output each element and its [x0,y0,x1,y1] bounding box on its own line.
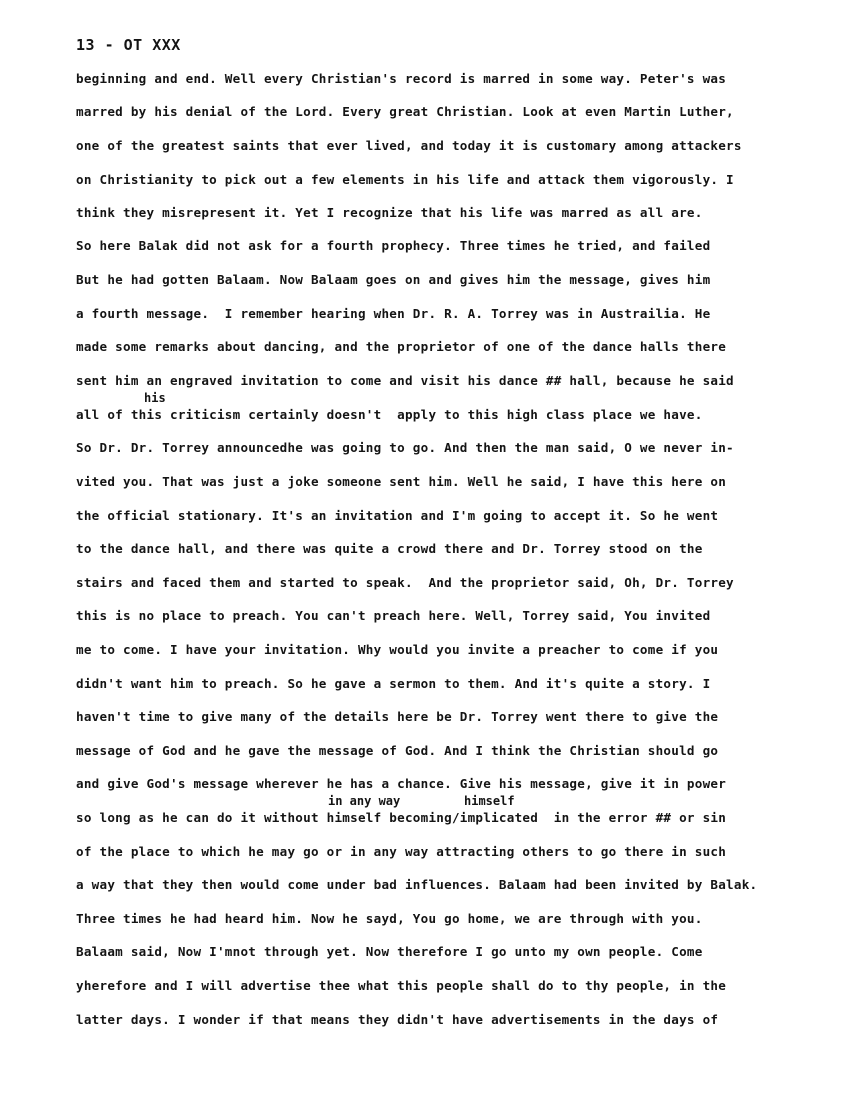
text-line: vited you. That was just a joke someone sent him. Well he said, I have this here on [76,474,727,489]
text-line: haven't time to give many of the details here be Dr. Torrey went there to give the [76,709,719,724]
text-line: Balaam said, Now I'mnot through yet. Now therefore I go unto my own people. Come [76,944,703,959]
text-line: this is no place to preach. You can't preach here. Well, Torrey said, You invited [76,608,711,623]
text-line: on Christianity to pick out a few elements in his life and attack them vigorously. I [76,172,734,187]
text-line: me to come. I have your invitation. Why would you invite a preacher to come if you [76,642,719,657]
text-line: So Dr. Dr. Torrey announcedhe was going to go. And then the man said, O we never in- [76,440,734,455]
text-line: didn't want him to preach. So he gave a sermon to them. And it's quite a story. I [76,676,711,691]
text-line: a fourth message. I remember hearing when Dr. R. A. Torrey was in Austrailia. He [76,306,711,321]
text-line: the official stationary. It's an invitation and I'm going to accept it. So he went [76,508,719,523]
text-line: Three times he had heard him. Now he sayd, You go home, we are through with you. [76,911,703,926]
interlinear-insertion: himself [464,794,515,808]
text-line: made some remarks about dancing, and the proprietor of one of the dance halls there [76,339,727,354]
text-line: and give God's message wherever he has a chance. Give his message, give it in power [76,776,727,791]
text-line: marred by his denial of the Lord. Every great Christian. Look at even Martin Luther, [76,104,734,119]
text-line: But he had gotten Balaam. Now Balaam goes on and gives him the message, gives him [76,272,711,287]
text-line: one of the greatest saints that ever lived, and today it is customary among attackers [76,138,742,153]
text-line: yherefore and I will advertise thee what this people shall do to thy people, in the [76,978,727,993]
text-line: of the place to which he may go or in any way attracting others to go there in such [76,844,727,859]
page-header: 13 - OT XXX [76,36,181,54]
text-line: a way that they then would come under bad influences. Balaam had been invited by Balak. [76,877,758,892]
text-line: latter days. I wonder if that means they didn't have advertisements in the days of [76,1012,719,1027]
text-line: think they misrepresent it. Yet I recognize that his life was marred as all are. [76,205,703,220]
text-line: all of this criticism certainly doesn't apply to this high class place we have. [76,407,703,422]
text-line: to the dance hall, and there was quite a crowd there and Dr. Torrey stood on the [76,541,703,556]
text-line: so long as he can do it without himself becoming/implicated in the error ## or sin [76,810,727,825]
text-line: beginning and end. Well every Christian's record is marred in some way. Peter's was [76,71,727,86]
text-line: stairs and faced them and started to speak. And the proprietor said, Oh, Dr. Torrey [76,575,734,590]
text-line: So here Balak did not ask for a fourth prophecy. Three times he tried, and failed [76,238,711,253]
interlinear-insertion: his [144,391,166,405]
interlinear-insertion: in any way [328,794,401,808]
text-line: sent him an engraved invitation to come and visit his dance ## hall, because he said [76,373,734,388]
text-line: message of God and he gave the message of God. And I think the Christian should go [76,743,719,758]
